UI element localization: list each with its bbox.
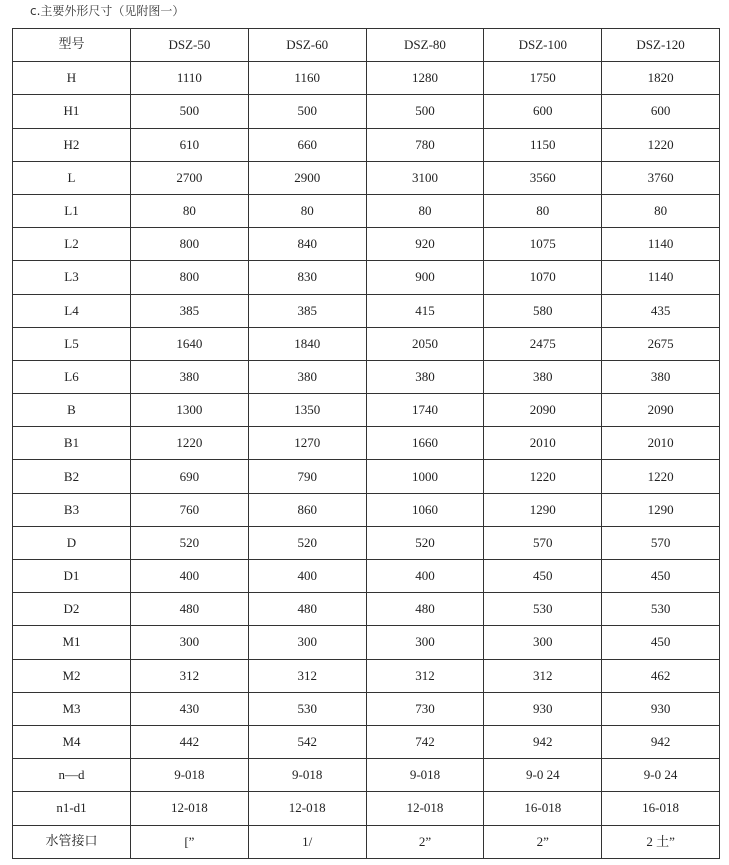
table-row [13,692,720,725]
value-cell: 2900 [248,161,366,194]
table-row [13,759,720,792]
value-cell: 920 [366,228,484,261]
value-cell: 300 [248,626,366,659]
value-cell: 600 [484,95,602,128]
value-cell: 760 [131,493,249,526]
value-cell: 1220 [131,427,249,460]
value-cell: 1075 [484,228,602,261]
value-cell: 1350 [248,394,366,427]
value-cell: 400 [248,560,366,593]
value-cell: 742 [366,725,484,758]
value-cell: 530 [602,593,720,626]
value-cell: 1740 [366,394,484,427]
value-cell: 450 [602,626,720,659]
value-cell: 2010 [484,427,602,460]
value-cell: 500 [366,95,484,128]
table-row [13,261,720,294]
row-label-cell: D2 [13,593,131,626]
value-cell: 530 [248,692,366,725]
table-row [13,194,720,227]
value-cell: 2090 [484,394,602,427]
value-cell: 400 [366,560,484,593]
value-cell: 2010 [602,427,720,460]
value-cell: 530 [484,593,602,626]
value-cell: 380 [248,360,366,393]
value-cell: 500 [248,95,366,128]
value-cell: 1840 [248,327,366,360]
table-row [13,294,720,327]
value-cell: 385 [248,294,366,327]
value-cell: 312 [366,659,484,692]
row-label-cell: H1 [13,95,131,128]
value-cell: 9-0 24 [484,759,602,792]
value-cell: 942 [484,725,602,758]
table-row [13,659,720,692]
row-label-cell: L2 [13,228,131,261]
value-cell: 2675 [602,327,720,360]
value-cell: 1000 [366,460,484,493]
value-cell: 9-0 24 [602,759,720,792]
value-cell: 312 [248,659,366,692]
value-cell: 1150 [484,128,602,161]
value-cell: 520 [131,526,249,559]
row-label-cell: H2 [13,128,131,161]
table-row [13,62,720,95]
value-cell: 2090 [602,394,720,427]
value-cell: 2” [484,825,602,858]
value-cell: 570 [602,526,720,559]
value-cell: 400 [131,560,249,593]
value-cell: 730 [366,692,484,725]
value-cell: 3100 [366,161,484,194]
value-cell: 660 [248,128,366,161]
table-caption: c.主要外形尺寸（见附图一） [30,4,185,18]
table-row [13,228,720,261]
row-label-cell: D1 [13,560,131,593]
value-cell: 1220 [602,460,720,493]
row-label-cell: M1 [13,626,131,659]
row-label-cell: M3 [13,692,131,725]
value-cell: 450 [484,560,602,593]
value-cell: 900 [366,261,484,294]
value-cell: 1750 [484,62,602,95]
value-cell: 450 [602,560,720,593]
table-row [13,360,720,393]
value-cell: 480 [366,593,484,626]
value-cell: 610 [131,128,249,161]
value-cell: 385 [131,294,249,327]
value-cell: 1140 [602,261,720,294]
value-cell: 1220 [484,460,602,493]
value-cell: 80 [131,194,249,227]
value-cell: 480 [248,593,366,626]
header-cell: DSZ-60 [248,29,366,62]
row-label-cell: L3 [13,261,131,294]
value-cell: 300 [366,626,484,659]
value-cell: 930 [484,692,602,725]
value-cell: 580 [484,294,602,327]
value-cell: 380 [131,360,249,393]
row-label-cell: L [13,161,131,194]
value-cell: 520 [248,526,366,559]
row-label-cell: B3 [13,493,131,526]
table-row [13,792,720,825]
value-cell: 2 土” [602,825,720,858]
value-cell: 3560 [484,161,602,194]
value-cell: 1270 [248,427,366,460]
row-label-cell: L6 [13,360,131,393]
value-cell: 2” [366,825,484,858]
header-row [13,29,720,62]
value-cell: 16-018 [484,792,602,825]
row-label-cell: M2 [13,659,131,692]
value-cell: 9-018 [248,759,366,792]
value-cell: 380 [484,360,602,393]
value-cell: 12-018 [131,792,249,825]
header-cell: DSZ-50 [131,29,249,62]
value-cell: 790 [248,460,366,493]
header-cell: DSZ-120 [602,29,720,62]
value-cell: 600 [602,95,720,128]
value-cell: 1290 [484,493,602,526]
table-row [13,327,720,360]
row-label-cell: 水管接口 [13,825,131,858]
value-cell: 1/ [248,825,366,858]
value-cell: 80 [602,194,720,227]
value-cell: 500 [131,95,249,128]
value-cell: 16-018 [602,792,720,825]
value-cell: 1300 [131,394,249,427]
value-cell: 380 [602,360,720,393]
value-cell: 2050 [366,327,484,360]
value-cell: 1660 [366,427,484,460]
value-cell: 542 [248,725,366,758]
table-row [13,427,720,460]
value-cell: 942 [602,725,720,758]
table-row [13,95,720,128]
value-cell: 1110 [131,62,249,95]
value-cell: 80 [366,194,484,227]
table-row [13,128,720,161]
row-label-cell: D [13,526,131,559]
table-row [13,526,720,559]
row-label-cell: B1 [13,427,131,460]
value-cell: 2700 [131,161,249,194]
row-label-cell: M4 [13,725,131,758]
table-row [13,825,720,858]
row-label-cell: B [13,394,131,427]
value-cell: 860 [248,493,366,526]
table-row [13,394,720,427]
value-cell: 380 [366,360,484,393]
table-row [13,460,720,493]
row-label-cell: B2 [13,460,131,493]
value-cell: 1820 [602,62,720,95]
value-cell: 80 [248,194,366,227]
table-body [13,62,720,859]
value-cell: [” [131,825,249,858]
value-cell: 80 [484,194,602,227]
value-cell: 690 [131,460,249,493]
value-cell: 570 [484,526,602,559]
value-cell: 300 [484,626,602,659]
table-row [13,626,720,659]
table-row [13,593,720,626]
value-cell: 800 [131,228,249,261]
value-cell: 1070 [484,261,602,294]
row-label-cell: L5 [13,327,131,360]
value-cell: 300 [131,626,249,659]
value-cell: 1280 [366,62,484,95]
header-cell: DSZ-80 [366,29,484,62]
row-label-cell: n—d [13,759,131,792]
value-cell: 442 [131,725,249,758]
table-row [13,493,720,526]
value-cell: 1060 [366,493,484,526]
value-cell: 1640 [131,327,249,360]
value-cell: 780 [366,128,484,161]
value-cell: 12-018 [248,792,366,825]
value-cell: 840 [248,228,366,261]
value-cell: 1220 [602,128,720,161]
dimensions-table [12,28,720,859]
row-label-cell: n1-d1 [13,792,131,825]
value-cell: 1290 [602,493,720,526]
value-cell: 3760 [602,161,720,194]
value-cell: 415 [366,294,484,327]
row-label-cell: L4 [13,294,131,327]
value-cell: 930 [602,692,720,725]
table-row [13,560,720,593]
header-cell-model: 型号 [13,29,131,62]
value-cell: 9-018 [131,759,249,792]
value-cell: 430 [131,692,249,725]
value-cell: 462 [602,659,720,692]
value-cell: 480 [131,593,249,626]
value-cell: 1140 [602,228,720,261]
value-cell: 12-018 [366,792,484,825]
value-cell: 312 [484,659,602,692]
value-cell: 9-018 [366,759,484,792]
value-cell: 312 [131,659,249,692]
value-cell: 435 [602,294,720,327]
header-cell: DSZ-100 [484,29,602,62]
value-cell: 2475 [484,327,602,360]
value-cell: 830 [248,261,366,294]
value-cell: 1160 [248,62,366,95]
value-cell: 520 [366,526,484,559]
table-row [13,725,720,758]
row-label-cell: L1 [13,194,131,227]
value-cell: 800 [131,261,249,294]
table-row [13,161,720,194]
row-label-cell: H [13,62,131,95]
